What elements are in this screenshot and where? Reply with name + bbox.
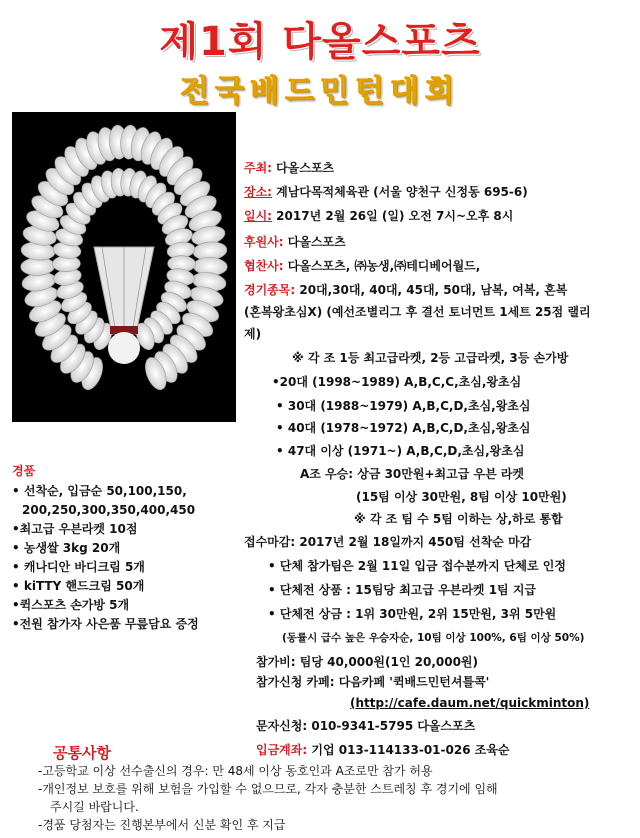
events-rule: (혼복왕초심X) (예선조별리그 후 결선 토너먼트 1세트 25점 랠리 — [244, 305, 591, 319]
age-group-40: • 40대 (1978~1972) A,B,C,D,초심,왕초심 — [276, 421, 531, 435]
shuttlecock-icon — [12, 112, 236, 422]
prize-item: • 선착순, 입금순 50,100,150, — [12, 484, 187, 498]
common-note: -고등학교 이상 선수출신의 경우: 만 48세 이상 동호인과 A조로만 참가 허용 — [38, 764, 433, 778]
fee-value: 팀당 40,000원(1인 20,000원) — [299, 655, 479, 669]
prizes-heading: 경품 — [12, 464, 36, 478]
venue-label: 장소: — [244, 185, 272, 199]
prize-item: • kiTTY 핸드크림 50개 — [12, 579, 145, 593]
events-rule-end: 제) — [244, 327, 262, 341]
deadline-label: 접수마감: — [244, 535, 296, 549]
sponsor-value: 다올스포츠 — [287, 235, 346, 249]
fee-label: 참가비: — [256, 655, 296, 669]
deadline-value: 2017년 2월 18일까지 450팀 선착순 마감 — [299, 535, 532, 549]
cosponsor-label: 협찬사: — [244, 259, 284, 273]
host-line — [244, 160, 334, 176]
common-note: -개인정보 보호를 위해 보험을 가입할 수 없으므로, 각자 충분한 스트레칭 후 경기에 임해 — [38, 782, 498, 796]
cosponsor-line — [244, 258, 480, 274]
group-money: • 단체전 상금 : 1위 30만원, 2위 15만원, 3위 5만원 — [268, 607, 557, 621]
a-group-prize-detail: (15팀 이상 30만원, 8팀 이상 10만원) — [356, 490, 567, 504]
common-note: -경품 당첨자는 진행본부에서 신분 확인 후 지급 — [38, 818, 286, 832]
host-value: 다올스포츠 — [276, 161, 335, 175]
contact-label: 문자신청: — [256, 719, 308, 733]
tie-note: (동률시 급수 높은 우승자순, 10팀 이상 100%, 6팀 이상 50%) — [282, 632, 585, 644]
deadline-line — [244, 534, 531, 550]
group-prize: • 단체전 상품 : 15팀당 최고급 우븐라켓 1팀 지급 — [268, 583, 537, 597]
prize-item: 200,250,300,350,400,450 — [22, 503, 196, 517]
age-group-47: • 47대 이상 (1971~) A,B,C,D,초심,왕초심 — [276, 444, 525, 458]
prize-item: •퀵스포츠 손가방 5개 — [12, 598, 130, 612]
contact-value: 010-9341-5795 다올스포츠 — [311, 719, 476, 733]
apply-line — [256, 674, 489, 690]
date-value: 2017년 2월 26일 (일) 오전 7시~오후 8시 — [276, 209, 514, 223]
prize-item: • 농생쌀 3kg 20개 — [12, 541, 121, 555]
date-label: 일시: — [244, 209, 272, 223]
cafe-link[interactable]: (http://cafe.daum.net/quickminton) — [350, 696, 590, 710]
prize-item: • 캐나디안 바디크림 5개 — [12, 560, 145, 574]
account-line — [256, 742, 510, 758]
events-value: 20대,30대, 40대, 45대, 50대, 남복, 여복, 혼복 — [299, 283, 568, 297]
prizes-list — [12, 482, 199, 634]
account-value: 기업 013-114133-01-026 조육순 — [311, 743, 510, 757]
common-notes — [38, 762, 638, 834]
date-line — [244, 208, 513, 224]
age-group-20: •20대 (1998~1989) A,B,C,C,초심,왕초심 — [272, 375, 522, 389]
awards-note: ※ 각 조 1등 최고급라켓, 2등 고급라켓, 3등 손가방 — [292, 351, 569, 365]
account-label: 입금계좌: — [256, 743, 308, 757]
fee-line — [256, 654, 478, 670]
a-group-prize: A조 우승: 상금 30만원+최고급 우븐 라켓 — [300, 467, 525, 481]
common-note: 주시길 바랍니다. — [50, 800, 139, 814]
host-label: 주최: — [244, 161, 272, 175]
apply-label: 참가신청 카페: — [256, 675, 335, 689]
prize-item: •최고급 우븐라켓 10점 — [12, 522, 138, 536]
events-label: 경기종목: — [244, 283, 296, 297]
cosponsor-value: 다올스포츠, ㈜농생,㈜테디베어월드, — [287, 259, 481, 273]
venue-line — [244, 184, 528, 200]
common-heading: 공통사항 — [53, 744, 111, 762]
event-subtitle: 전국배드민턴대회 — [180, 74, 460, 109]
apply-value: 다음카페 '퀵배드민턴셔틀콕' — [338, 675, 490, 689]
merge-note: ※ 각 조 팀 수 5팀 이하는 상,하로 통합 — [354, 512, 563, 526]
events-line — [244, 282, 567, 298]
age-group-30: • 30대 (1988~1979) A,B,C,D,초심,왕초심 — [276, 399, 531, 413]
shuttlecock-wreath-photo — [12, 112, 236, 422]
contact-line — [256, 718, 475, 734]
sponsor-label: 후원사: — [244, 235, 284, 249]
group-entry: • 단체 참가팀은 2월 11일 입금 접수분까지 단체로 인정 — [268, 559, 566, 573]
prize-item: •전원 참가자 사은품 무릎담요 증정 — [12, 617, 199, 631]
venue-value: 계남다목적체육관 (서울 양천구 신정동 695-6) — [276, 185, 528, 199]
sponsor-line — [244, 234, 346, 250]
event-title: 제1회 다올스포츠 — [159, 19, 481, 65]
